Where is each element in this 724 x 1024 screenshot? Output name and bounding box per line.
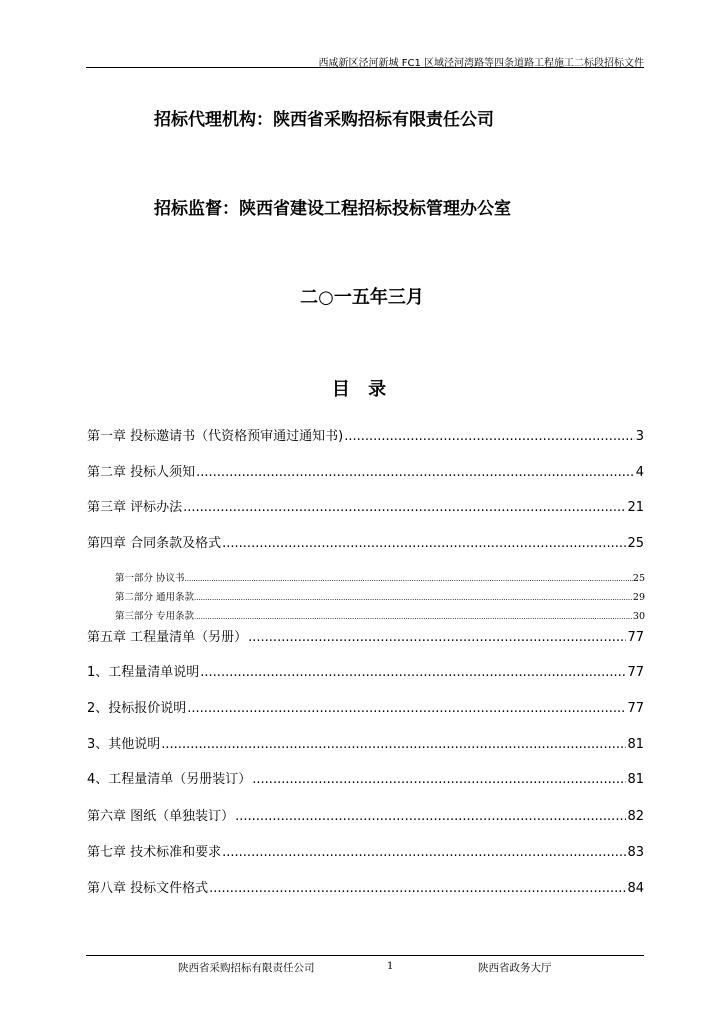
toc-entry-section-3[interactable] bbox=[87, 733, 644, 752]
header-divider bbox=[86, 67, 644, 68]
toc-entry-label: 第四章 合同条款及格式 bbox=[87, 536, 222, 551]
toc-entry-page: 83 bbox=[627, 845, 644, 860]
toc-entry-section-4[interactable] bbox=[87, 768, 644, 787]
toc-entry-chapter-1[interactable] bbox=[87, 425, 644, 444]
footer-divider bbox=[86, 955, 644, 956]
supervisor-heading: 招标监督：陕西省建设工程招标投标管理办公室 bbox=[154, 199, 511, 219]
toc-entry-section-1[interactable] bbox=[87, 661, 644, 680]
toc-sub-entry-part-3[interactable] bbox=[115, 608, 645, 622]
toc-sub-entry-part-1[interactable] bbox=[115, 570, 645, 584]
toc-leader-dots bbox=[222, 845, 626, 860]
document-date: 二○一五年三月 bbox=[300, 287, 424, 308]
toc-entry-page: 77 bbox=[627, 665, 644, 680]
toc-entry-label: 第五章 工程量清单（另册） bbox=[87, 630, 248, 645]
toc-leader-dots bbox=[194, 613, 633, 621]
toc-leader-dots bbox=[196, 465, 635, 480]
agency-heading: 招标代理机构：陕西省采购招标有限责任公司 bbox=[154, 110, 494, 130]
toc-sub-page: 29 bbox=[632, 592, 645, 603]
toc-sub-label: 第一部分 协议书 bbox=[115, 573, 185, 584]
footer-location: 陕西省政务大厅 bbox=[478, 962, 552, 974]
toc-entry-page: 25 bbox=[627, 536, 644, 551]
toc-title: 目 录 bbox=[331, 379, 393, 400]
toc-leader-dots bbox=[161, 737, 626, 752]
toc-leader-dots bbox=[222, 536, 626, 551]
toc-entry-page: 81 bbox=[627, 772, 644, 787]
toc-entry-chapter-4[interactable] bbox=[87, 532, 644, 551]
toc-entry-label: 4、工程量清单（另册装订） bbox=[87, 772, 252, 787]
toc-entry-page: 3 bbox=[635, 429, 644, 444]
toc-sub-label: 第三部分 专用条款 bbox=[115, 611, 195, 622]
toc-entry-section-2[interactable] bbox=[87, 697, 644, 716]
toc-entry-label: 2、投标报价说明 bbox=[87, 701, 187, 716]
toc-entry-label: 第一章 投标邀请书（代资格预审通过通知书) bbox=[87, 429, 344, 444]
toc-leader-dots bbox=[187, 701, 626, 716]
toc-entry-chapter-7[interactable] bbox=[87, 841, 644, 860]
toc-entry-chapter-3[interactable] bbox=[87, 496, 644, 515]
footer-company: 陕西省采购招标有限责任公司 bbox=[178, 962, 315, 974]
toc-sub-page: 30 bbox=[632, 611, 645, 622]
toc-entry-label: 第二章 投标人须知 bbox=[87, 465, 196, 480]
toc-entry-label: 第三章 评标办法 bbox=[87, 500, 183, 515]
toc-leader-dots bbox=[235, 809, 626, 824]
toc-entry-chapter-2[interactable] bbox=[87, 461, 644, 480]
toc-entry-label: 第七章 技术标准和要求 bbox=[87, 845, 222, 860]
toc-entry-page: 21 bbox=[627, 500, 644, 515]
footer-page-number: 1 bbox=[387, 961, 394, 972]
toc-entry-chapter-6[interactable] bbox=[87, 805, 644, 824]
toc-entry-page: 77 bbox=[627, 701, 644, 716]
toc-sub-label: 第二部分 通用条款 bbox=[115, 592, 195, 603]
toc-entry-page: 81 bbox=[627, 737, 644, 752]
toc-entry-page: 82 bbox=[627, 809, 644, 824]
toc-leader-dots bbox=[183, 500, 626, 515]
toc-leader-dots bbox=[194, 594, 633, 602]
toc-leader-dots bbox=[185, 575, 633, 583]
toc-entry-chapter-5[interactable] bbox=[87, 626, 644, 645]
toc-entry-label: 3、其他说明 bbox=[87, 737, 161, 752]
toc-leader-dots bbox=[200, 665, 626, 680]
toc-sub-entry-part-2[interactable] bbox=[115, 589, 645, 603]
toc-sub-page: 25 bbox=[632, 573, 645, 584]
toc-leader-dots bbox=[248, 630, 626, 645]
toc-entry-chapter-8[interactable] bbox=[87, 877, 644, 896]
toc-entry-page: 84 bbox=[627, 881, 644, 896]
toc-leader-dots bbox=[344, 429, 635, 444]
toc-entry-label: 1、工程量清单说明 bbox=[87, 665, 200, 680]
toc-leader-dots bbox=[252, 772, 626, 787]
toc-entry-page: 4 bbox=[635, 465, 644, 480]
toc-entry-label: 第六章 图纸（单独装订） bbox=[87, 809, 235, 824]
toc-entry-label: 第八章 投标文件格式 bbox=[87, 881, 209, 896]
toc-leader-dots bbox=[209, 881, 626, 896]
toc-entry-page: 77 bbox=[627, 630, 644, 645]
page-header-title: 西咸新区泾河新城 FC1 区域泾河湾路等四条道路工程施工二标段招标文件 bbox=[318, 58, 644, 69]
